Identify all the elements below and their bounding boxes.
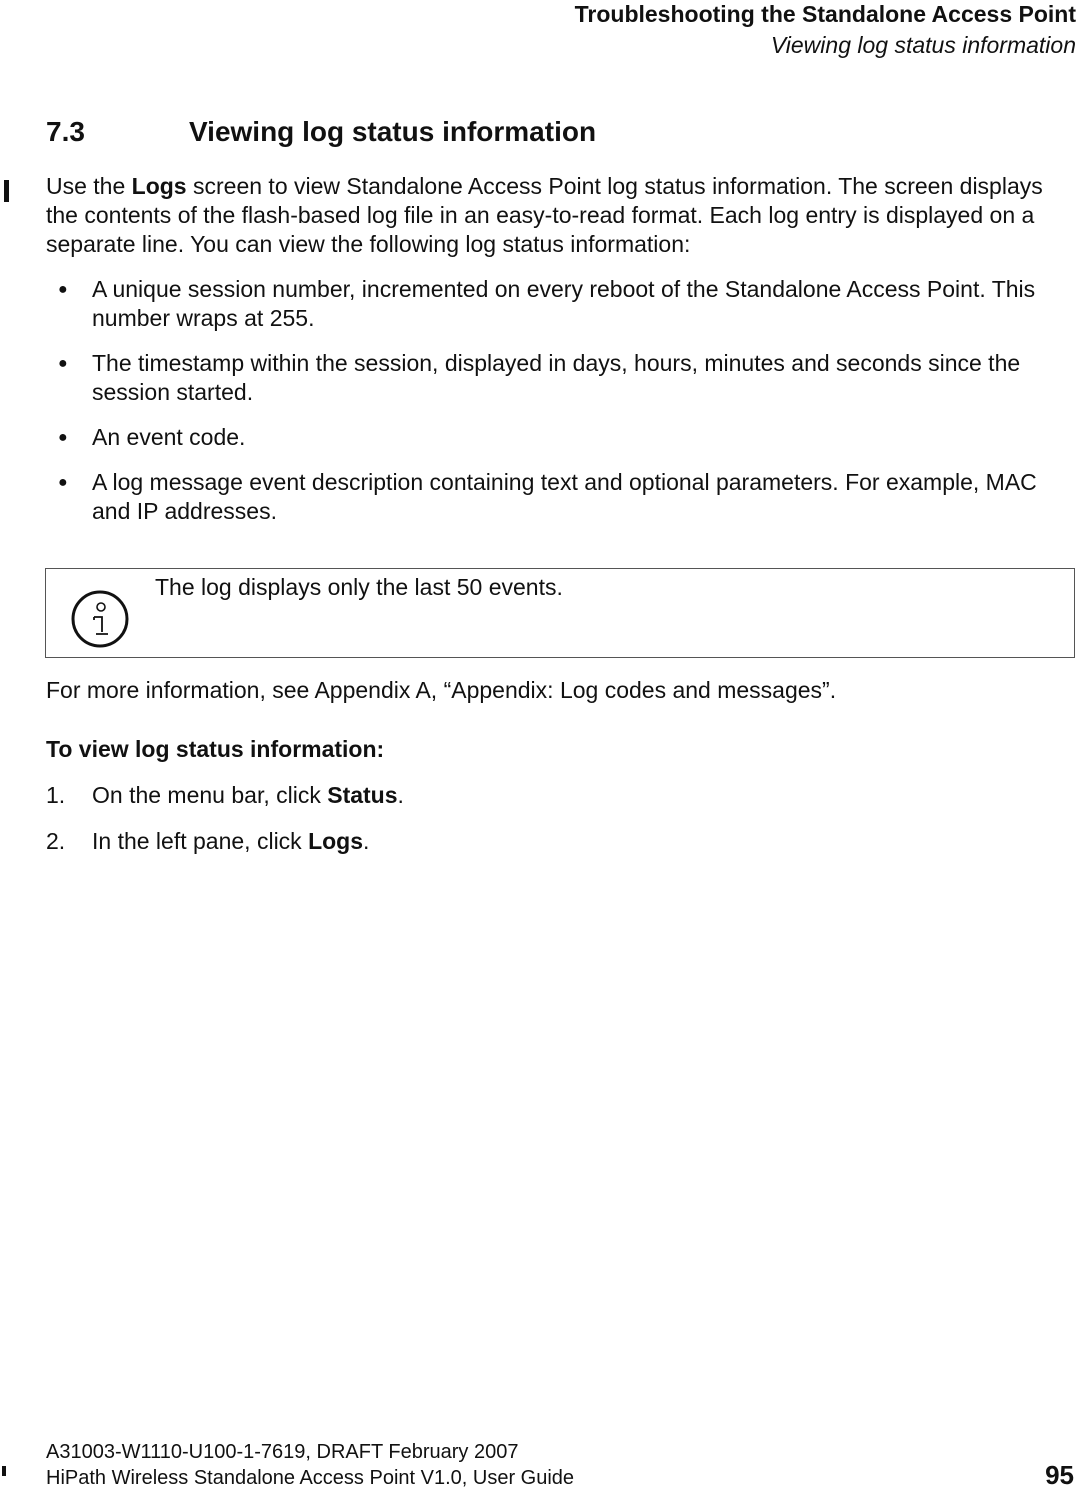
bullet-dot-icon: ● bbox=[58, 355, 68, 372]
header-chapter-title: Troubleshooting the Standalone Access Point bbox=[574, 1, 1076, 27]
bullet-text: A unique session number, incremented on every reboot of the Standalone Access Point. This number wraps at 255. bbox=[92, 276, 1036, 331]
page-number: 95 bbox=[1045, 1460, 1074, 1490]
step-number: 1. bbox=[46, 782, 66, 808]
more-info-paragraph: For more information, see Appendix A, “Appendix: Log codes and messages”. bbox=[46, 677, 837, 703]
step-text-before: In the left pane, click bbox=[92, 828, 309, 854]
note-box bbox=[45, 568, 1075, 658]
info-note-icon bbox=[70, 589, 130, 649]
change-bar bbox=[4, 180, 9, 202]
section-title: Viewing log status information bbox=[189, 116, 597, 147]
bullet-item bbox=[46, 468, 1076, 526]
intro-paragraph bbox=[46, 172, 1076, 259]
note-text: The log displays only the last 50 events. bbox=[155, 574, 563, 600]
step-text-before: On the menu bar, click bbox=[92, 782, 328, 808]
step-text-after: . bbox=[397, 782, 404, 808]
procedure-title: To view log status information: bbox=[46, 736, 385, 762]
bullet-list bbox=[46, 275, 1076, 542]
bullet-text: An event code. bbox=[92, 424, 246, 450]
footer-doc-id: A31003-W1110-U100-1-7619, DRAFT February 2007 bbox=[46, 1441, 519, 1463]
bullet-dot-icon: ● bbox=[58, 281, 68, 298]
footer-mark bbox=[2, 1466, 6, 1476]
procedure-step bbox=[46, 781, 404, 810]
bullet-text: The timestamp within the session, displayed in days, hours, minutes and seconds since the session started. bbox=[92, 350, 1021, 405]
bullet-item bbox=[46, 423, 1076, 452]
bullet-item bbox=[46, 349, 1076, 407]
intro-bold-term: Logs bbox=[131, 173, 187, 199]
step-bold-term: Status bbox=[327, 782, 398, 808]
step-bold-term: Logs bbox=[308, 828, 364, 854]
header-section-subtitle: Viewing log status information bbox=[770, 32, 1076, 58]
step-text-after: . bbox=[363, 828, 370, 854]
procedure-step bbox=[46, 827, 404, 856]
bullet-text: A log message event description containing text and optional parameters. For example, MAC and IP addresses. bbox=[92, 469, 1037, 524]
intro-text-after: screen to view Standalone Access Point log status information. The screen displays the contents of the flash-based log file in an easy-to-read format. Each log entry is displayed on a separate line. You can view the following log status information: bbox=[46, 173, 1043, 257]
intro-text-before: Use the bbox=[46, 173, 132, 199]
procedure-steps bbox=[46, 781, 404, 873]
footer-guide-name: HiPath Wireless Standalone Access Point V1.0, User Guide bbox=[46, 1467, 575, 1489]
bullet-item bbox=[46, 275, 1076, 333]
section-number: 7.3 bbox=[46, 116, 85, 147]
bullet-dot-icon: ● bbox=[58, 429, 68, 446]
step-number: 2. bbox=[46, 828, 66, 854]
bullet-dot-icon: ● bbox=[58, 474, 68, 491]
